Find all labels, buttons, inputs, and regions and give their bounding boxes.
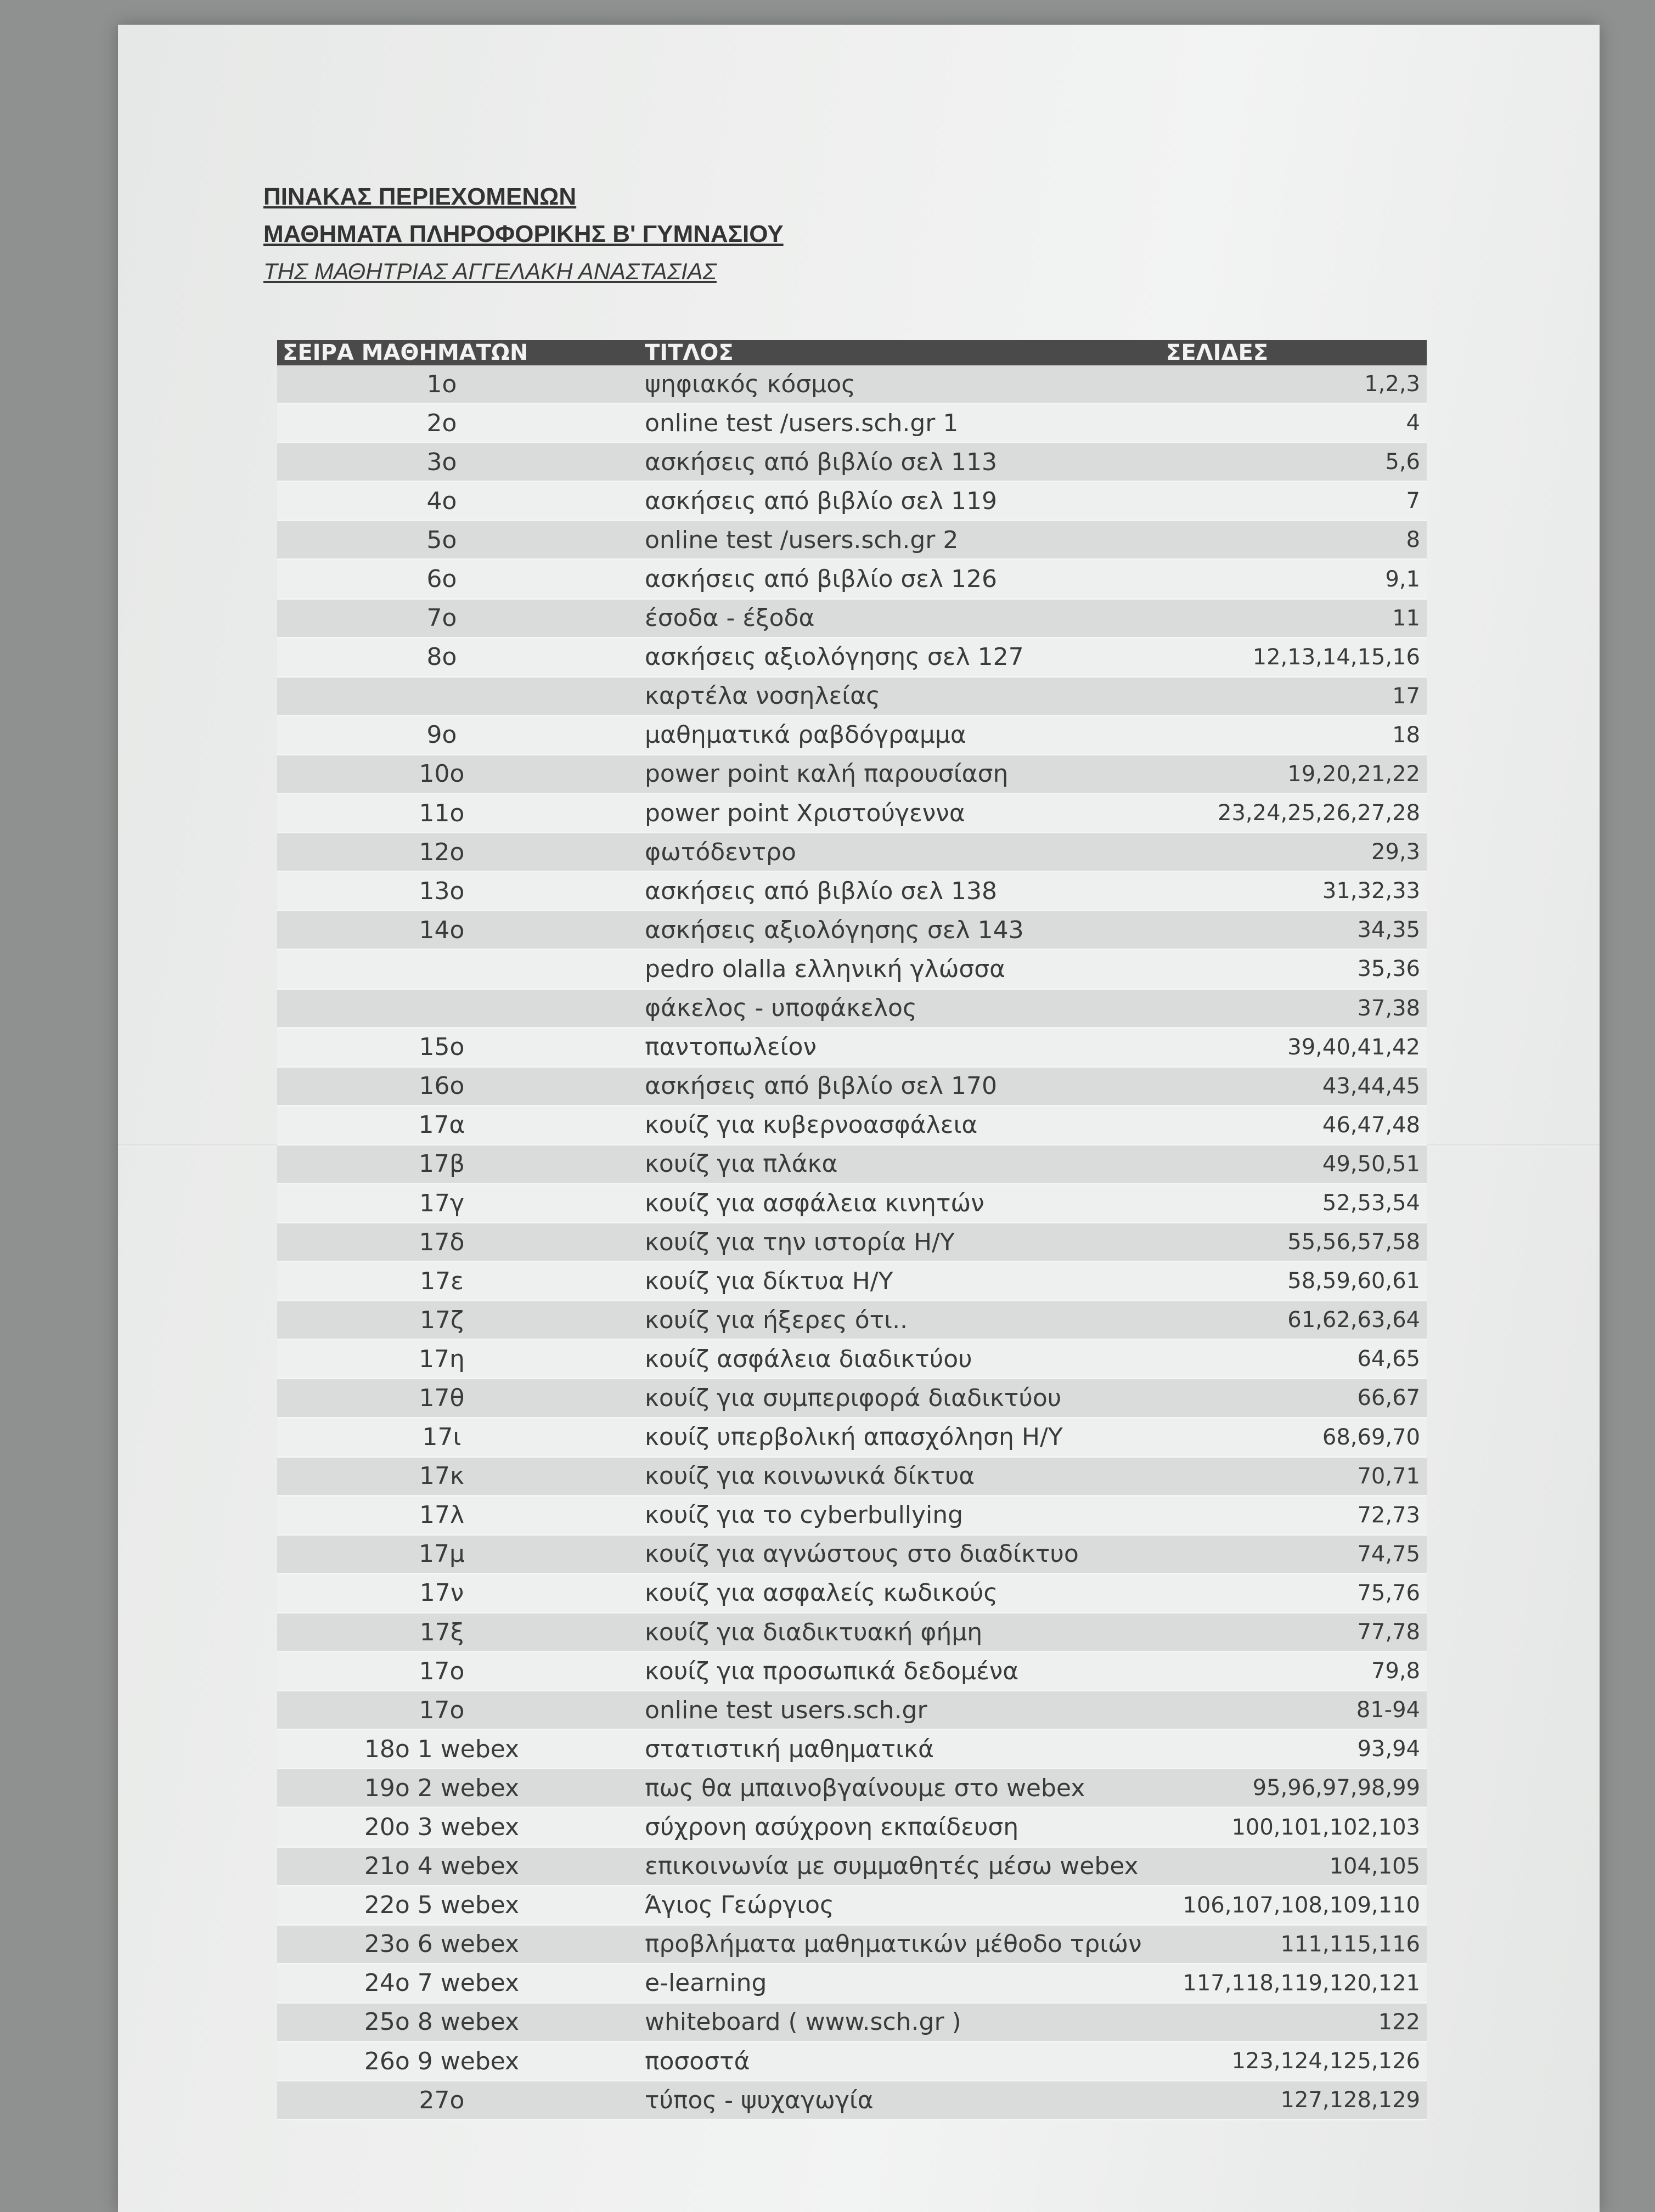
row-title: κουίζ για ασφαλείς κωδικούς (606, 1573, 1161, 1612)
table-row (277, 950, 1427, 989)
row-title: whiteboard ( www.sch.gr ) (606, 2002, 1161, 2041)
row-title: κουίζ για προσωπικά δεδομένα (606, 1652, 1161, 1691)
row-title: ασκήσεις αξιολόγησης σελ 127 (606, 637, 1161, 676)
table-row (277, 833, 1427, 872)
row-order: 21ο 4 webex (277, 1847, 606, 1886)
row-title: πως θα μπαινοβγαίνουμε στο webex (606, 1769, 1161, 1808)
row-pages: 52,53,54 (1161, 1183, 1427, 1222)
row-title: κουίζ ασφάλεια διαδικτύου (606, 1340, 1161, 1379)
row-order: 17ν (277, 1573, 606, 1612)
row-order: 17ε (277, 1262, 606, 1301)
table-row (277, 2081, 1427, 2120)
row-order: 13ο (277, 872, 606, 911)
row-pages: 100,101,102,103 (1161, 1808, 1427, 1847)
row-order: 27ο (277, 2081, 606, 2120)
table-row (277, 794, 1427, 833)
row-order: 17β (277, 1144, 606, 1183)
table-row (277, 1691, 1427, 1730)
row-order: 17ο (277, 1691, 606, 1730)
row-title: power point καλή παρουσίαση (606, 754, 1161, 793)
table-row (277, 1886, 1427, 1925)
header-order: ΣΕΙΡΑ ΜΑΘΗΜΑΤΩΝ (277, 340, 606, 365)
table-row (277, 989, 1427, 1028)
row-order: 10ο (277, 754, 606, 793)
row-order: 25ο 8 webex (277, 2002, 606, 2041)
row-pages: 12,13,14,15,16 (1161, 637, 1427, 676)
row-order: 17ι (277, 1418, 606, 1457)
row-pages: 49,50,51 (1161, 1144, 1427, 1183)
table-header-row (277, 340, 1427, 365)
row-pages: 106,107,108,109,110 (1161, 1886, 1427, 1925)
row-pages: 4 (1161, 404, 1427, 443)
table-row (277, 1028, 1427, 1066)
row-order: 4ο (277, 482, 606, 521)
table-row (277, 715, 1427, 754)
table-row (277, 365, 1427, 404)
row-title: κουίζ για πλάκα (606, 1144, 1161, 1183)
row-title: έσοδα - έξοδα (606, 599, 1161, 637)
row-title: κουίζ για συμπεριφορά διαδικτύου (606, 1379, 1161, 1418)
row-pages: 1,2,3 (1161, 365, 1427, 404)
row-title: κουίζ για ήξερες ότι.. (606, 1301, 1161, 1340)
row-pages: 34,35 (1161, 911, 1427, 950)
row-title: μαθηματικά ραβδόγραμμα (606, 715, 1161, 754)
row-title: τύπος - ψυχαγωγία (606, 2081, 1161, 2120)
row-order: 1ο (277, 365, 606, 404)
row-order: 3ο (277, 443, 606, 482)
table-row (277, 676, 1427, 715)
table-row (277, 1183, 1427, 1222)
heading-subject: ΜΑΘΗΜΑΤΑ ΠΛΗΡΟΦΟΡΙΚΗΣ Β' ΓΥΜΝΑΣΙΟΥ (263, 221, 784, 247)
row-order: 17κ (277, 1457, 606, 1496)
table-row (277, 1105, 1427, 1144)
row-pages: 104,105 (1161, 1847, 1427, 1886)
row-pages: 8 (1161, 521, 1427, 560)
row-pages: 19,20,21,22 (1161, 754, 1427, 793)
row-title: ασκήσεις από βιβλίο σελ 119 (606, 482, 1161, 521)
row-pages: 29,3 (1161, 833, 1427, 872)
row-pages: 81-94 (1161, 1691, 1427, 1730)
table-row (277, 2042, 1427, 2081)
row-title: κουίζ για δίκτυα Η/Υ (606, 1262, 1161, 1301)
row-pages: 123,124,125,126 (1161, 2042, 1427, 2081)
row-order: 17ξ (277, 1613, 606, 1652)
row-title: online test users.sch.gr (606, 1691, 1161, 1730)
row-order: 19ο 2 webex (277, 1769, 606, 1808)
row-order: 24ο 7 webex (277, 1963, 606, 2002)
row-pages: 37,38 (1161, 989, 1427, 1028)
table-row (277, 911, 1427, 950)
row-order: 12ο (277, 833, 606, 872)
table-row (277, 1769, 1427, 1808)
row-pages: 74,75 (1161, 1534, 1427, 1573)
row-order: 15ο (277, 1028, 606, 1066)
document-heading (263, 178, 784, 290)
row-order: 5ο (277, 521, 606, 560)
row-title: ασκήσεις από βιβλίο σελ 126 (606, 560, 1161, 599)
row-title: κουίζ για κυβερνοασφάλεια (606, 1105, 1161, 1144)
row-pages: 35,36 (1161, 950, 1427, 989)
row-order: 6ο (277, 560, 606, 599)
row-order: 17α (277, 1105, 606, 1144)
row-order (277, 676, 606, 715)
table-row (277, 521, 1427, 560)
row-order: 17μ (277, 1534, 606, 1573)
row-pages: 64,65 (1161, 1340, 1427, 1379)
table-row (277, 1730, 1427, 1769)
row-order (277, 989, 606, 1028)
table-row (277, 1457, 1427, 1496)
table-row (277, 1301, 1427, 1340)
row-title: κουίζ για κοινωνικά δίκτυα (606, 1457, 1161, 1496)
row-pages: 7 (1161, 482, 1427, 521)
table-row (277, 482, 1427, 521)
row-pages: 43,44,45 (1161, 1066, 1427, 1105)
table-row (277, 1496, 1427, 1534)
row-pages: 46,47,48 (1161, 1105, 1427, 1144)
row-order: 17λ (277, 1496, 606, 1534)
table-row (277, 1652, 1427, 1691)
table-row (277, 754, 1427, 793)
table-row (277, 1847, 1427, 1886)
row-order: 9ο (277, 715, 606, 754)
row-title: κουίζ για την ιστορία Η/Υ (606, 1223, 1161, 1262)
row-title: σύχρονη ασύχρονη εκπαίδευση (606, 1808, 1161, 1847)
row-title: ασκήσεις από βιβλίο σελ 170 (606, 1066, 1161, 1105)
row-title: ασκήσεις αξιολόγησης σελ 143 (606, 911, 1161, 950)
row-pages: 122 (1161, 2002, 1427, 2041)
row-order: 18ο 1 webex (277, 1730, 606, 1769)
row-order: 17θ (277, 1379, 606, 1418)
table-row (277, 1066, 1427, 1105)
row-order: 17δ (277, 1223, 606, 1262)
row-pages: 77,78 (1161, 1613, 1427, 1652)
table-row (277, 1925, 1427, 1963)
table-row (277, 637, 1427, 676)
row-pages: 117,118,119,120,121 (1161, 1963, 1427, 2002)
row-order: 2ο (277, 404, 606, 443)
row-pages: 39,40,41,42 (1161, 1028, 1427, 1066)
row-pages: 66,67 (1161, 1379, 1427, 1418)
row-title: ασκήσεις από βιβλίο σελ 138 (606, 872, 1161, 911)
heading-title: ΠΙΝΑΚΑΣ ΠΕΡΙΕΧΟΜΕΝΩΝ (263, 183, 577, 210)
row-title: Άγιος Γεώργιος (606, 1886, 1161, 1925)
table-body (277, 365, 1427, 2120)
row-title: κουίζ για το cyberbullying (606, 1496, 1161, 1534)
row-pages: 17 (1161, 676, 1427, 715)
row-pages: 95,96,97,98,99 (1161, 1769, 1427, 1808)
row-title: pedro olalla ελληνική γλώσσα (606, 950, 1161, 989)
row-title: φωτόδεντρο (606, 833, 1161, 872)
row-title: ψηφιακός κόσμος (606, 365, 1161, 404)
row-order: 17ο (277, 1652, 606, 1691)
row-order: 11ο (277, 794, 606, 833)
heading-student: ΤΗΣ ΜΑΘΗΤΡΙΑΣ ΑΓΓΕΛΑΚΗ ΑΝΑΣΤΑΣΙΑΣ (263, 258, 717, 284)
row-pages: 58,59,60,61 (1161, 1262, 1427, 1301)
row-pages: 79,8 (1161, 1652, 1427, 1691)
row-order: 7ο (277, 599, 606, 637)
row-pages: 18 (1161, 715, 1427, 754)
row-order: 16ο (277, 1066, 606, 1105)
row-pages: 111,115,116 (1161, 1925, 1427, 1963)
row-pages: 61,62,63,64 (1161, 1301, 1427, 1340)
row-pages: 93,94 (1161, 1730, 1427, 1769)
row-title: e-learning (606, 1963, 1161, 2002)
row-title: κουίζ για διαδικτυακή φήμη (606, 1613, 1161, 1652)
table-row (277, 1963, 1427, 2002)
row-title: προβλήματα μαθηματικών μέθοδο τριών (606, 1925, 1161, 1963)
table-row (277, 1613, 1427, 1652)
row-title: επικοινωνία με συμμαθητές μέσω webex (606, 1847, 1161, 1886)
row-pages: 55,56,57,58 (1161, 1223, 1427, 1262)
row-pages: 9,1 (1161, 560, 1427, 599)
row-pages: 5,6 (1161, 443, 1427, 482)
table-row (277, 1223, 1427, 1262)
row-order: 26ο 9 webex (277, 2042, 606, 2081)
row-order: 14ο (277, 911, 606, 950)
table-row (277, 1534, 1427, 1573)
row-pages: 72,73 (1161, 1496, 1427, 1534)
table-row (277, 1340, 1427, 1379)
row-pages: 31,32,33 (1161, 872, 1427, 911)
row-pages: 70,71 (1161, 1457, 1427, 1496)
row-order: 17η (277, 1340, 606, 1379)
table-row (277, 404, 1427, 443)
row-title: power point Χριστούγεννα (606, 794, 1161, 833)
table-row (277, 2002, 1427, 2041)
row-title: κουίζ για ασφάλεια κινητών (606, 1183, 1161, 1222)
row-pages: 23,24,25,26,27,28 (1161, 794, 1427, 833)
table-row (277, 1808, 1427, 1847)
row-title: καρτέλα νοσηλείας (606, 676, 1161, 715)
table-row (277, 872, 1427, 911)
table-row (277, 1262, 1427, 1301)
row-title: κουίζ υπερβολική απασχόληση Η/Υ (606, 1418, 1161, 1457)
row-pages: 75,76 (1161, 1573, 1427, 1612)
row-order: 17ζ (277, 1301, 606, 1340)
row-title: κουίζ για αγνώστους στο διαδίκτυο (606, 1534, 1161, 1573)
table-row (277, 560, 1427, 599)
row-title: παντοπωλείον (606, 1028, 1161, 1066)
row-order: 8ο (277, 637, 606, 676)
header-title: ΤΙΤΛΟΣ (606, 340, 1161, 365)
row-pages: 68,69,70 (1161, 1418, 1427, 1457)
row-pages: 127,128,129 (1161, 2081, 1427, 2120)
table-row (277, 1573, 1427, 1612)
row-title: online test /users.sch.gr 1 (606, 404, 1161, 443)
table-row (277, 1379, 1427, 1418)
row-title: στατιστική μαθηματικά (606, 1730, 1161, 1769)
row-order: 17γ (277, 1183, 606, 1222)
row-order: 22ο 5 webex (277, 1886, 606, 1925)
table-row (277, 599, 1427, 637)
row-title: ασκήσεις από βιβλίο σελ 113 (606, 443, 1161, 482)
row-title: online test /users.sch.gr 2 (606, 521, 1161, 560)
table-row (277, 1418, 1427, 1457)
row-order: 23ο 6 webex (277, 1925, 606, 1963)
table-row (277, 443, 1427, 482)
row-order (277, 950, 606, 989)
row-title: φάκελος - υποφάκελος (606, 989, 1161, 1028)
header-pages: ΣΕΛΙΔΕΣ (1161, 340, 1427, 365)
table-row (277, 1144, 1427, 1183)
row-order: 20ο 3 webex (277, 1808, 606, 1847)
row-pages: 11 (1161, 599, 1427, 637)
row-title: ποσοστά (606, 2042, 1161, 2081)
contents-table (277, 340, 1427, 2120)
